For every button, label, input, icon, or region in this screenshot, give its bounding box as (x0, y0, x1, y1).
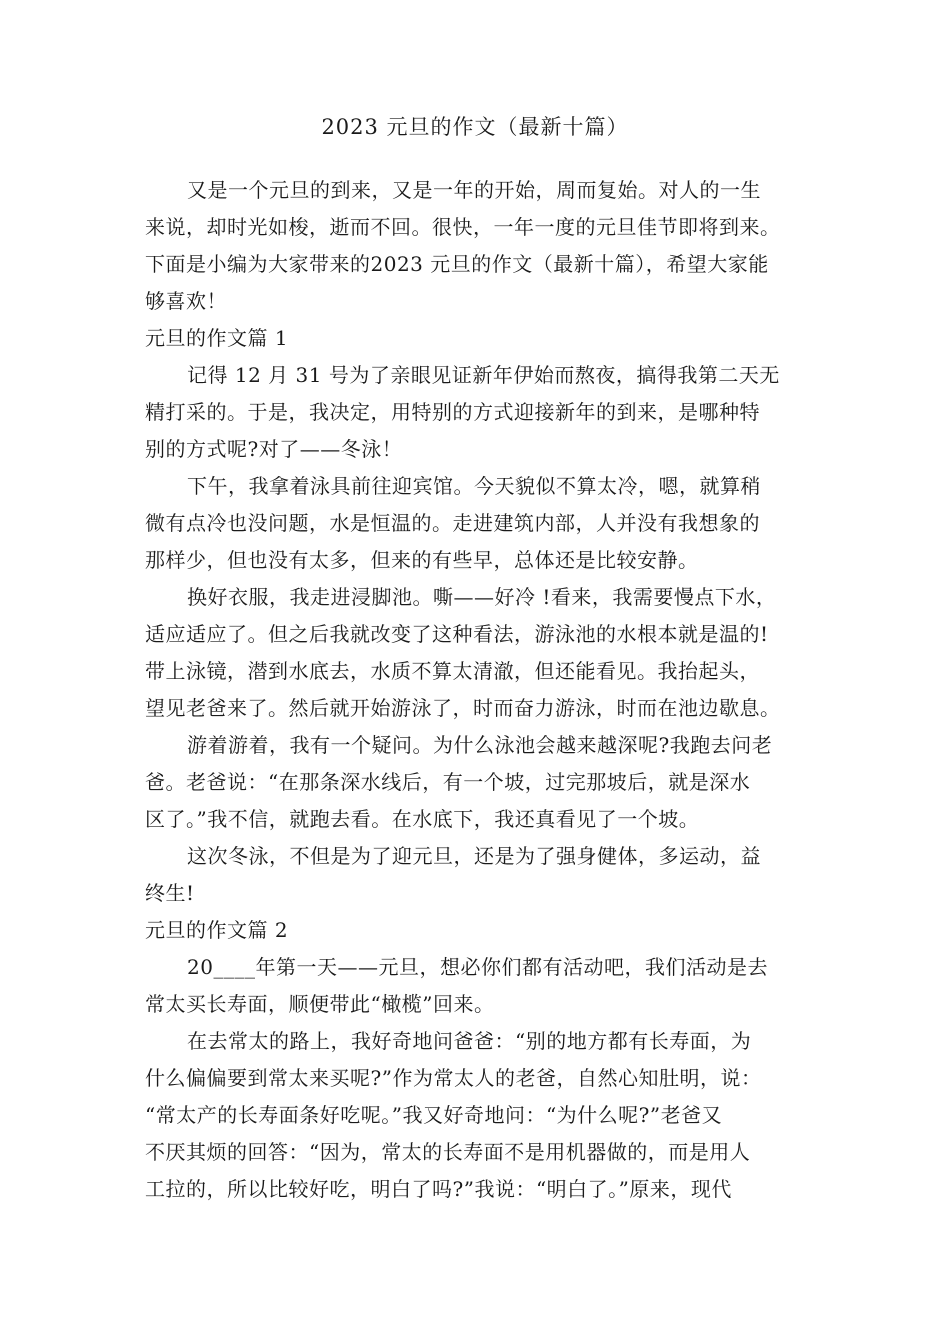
text-line: 下面是小编为大家带来的2023 元旦的作文（最新十篇），希望大家能 (145, 252, 769, 276)
text-line: 来说，却时光如梭，逝而不回。很快，一年一度的元旦佳节即将到来。 (145, 215, 781, 239)
text-line: 够喜欢！ (145, 289, 227, 313)
text-line: 望见老爸来了。然后就开始游泳了，时而奋力游泳，时而在池边歇息。 (145, 696, 781, 720)
text-line: 终生! (145, 881, 195, 905)
section-heading-2: 元旦的作文篇 2 (145, 918, 289, 942)
text-line: 适应适应了。但之后我就改变了这种看法，游泳池的水根本就是温的! (145, 622, 769, 646)
text-line: 精打采的。于是，我决定，用特别的方式迎接新年的到来，是哪种特 (145, 400, 760, 424)
text-line: 20____年第一天——元旦，想必你们都有活动吧，我们活动是去 (187, 955, 768, 979)
text-line: 什么偏偏要到常太来买呢?”作为常太人的老爸，自然心知肚明，说： (145, 1066, 762, 1090)
text-line: 别的方式呢?对了——冬泳！ (145, 437, 403, 461)
text-line: 带上泳镜，潜到水底去，水质不算太清澈，但还能看见。我抬起头， (145, 659, 760, 683)
text-line: 常太买长寿面，顺便带此“橄榄”回来。 (145, 992, 495, 1016)
text-line: 这次冬泳，不但是为了迎元旦，还是为了强身健体，多运动，益 (187, 844, 761, 868)
text-line: 换好衣服，我走进浸脚池。嘶——好冷 !看来，我需要慢点下水， (187, 585, 777, 609)
text-line: 下午，我拿着泳具前往迎宾馆。今天貌似不算太冷，嗯，就算稍 (187, 474, 761, 498)
document-title: 2023 元旦的作文（最新十篇） (321, 115, 629, 139)
text-line: 游着游着，我有一个疑问。为什么泳池会越来越深呢?我跑去问老 (187, 733, 773, 757)
text-line: 微有点冷也没问题，水是恒温的。走进建筑内部，人并没有我想象的 (145, 511, 760, 535)
text-line: 区了。”我不信，就跑去看。在水底下，我还真看见了一个坡。 (145, 807, 700, 831)
text-line: 爸。老爸说：“在那条深水线后，有一个坡，过完那坡后，就是深水 (145, 770, 751, 794)
text-line: 不厌其烦的回答：“因为，常太的长寿面不是用机器做的，而是用人 (145, 1140, 751, 1164)
text-line: 在去常太的路上，我好奇地问爸爸：“别的地方都有长寿面，为 (187, 1029, 752, 1053)
document-body (145, 172, 825, 1208)
text-line: 又是一个元旦的到来，又是一年的开始，周而复始。对人的一生 (187, 178, 761, 202)
text-line: 那样少，但也没有太多，但来的有些早，总体还是比较安静。 (145, 548, 699, 572)
section-heading-1: 元旦的作文篇 1 (145, 326, 289, 350)
text-line: 工拉的，所以比较好吃，明白了吗?”我说：“明白了。”原来，现代 (145, 1177, 732, 1201)
text-line: 记得 12 月 31 号为了亲眼见证新年伊始而熬夜，搞得我第二天无 (187, 363, 780, 387)
text-line: “常太产的长寿面条好吃呢。”我又好奇地问：“为什么呢?”老爸又 (145, 1103, 723, 1127)
